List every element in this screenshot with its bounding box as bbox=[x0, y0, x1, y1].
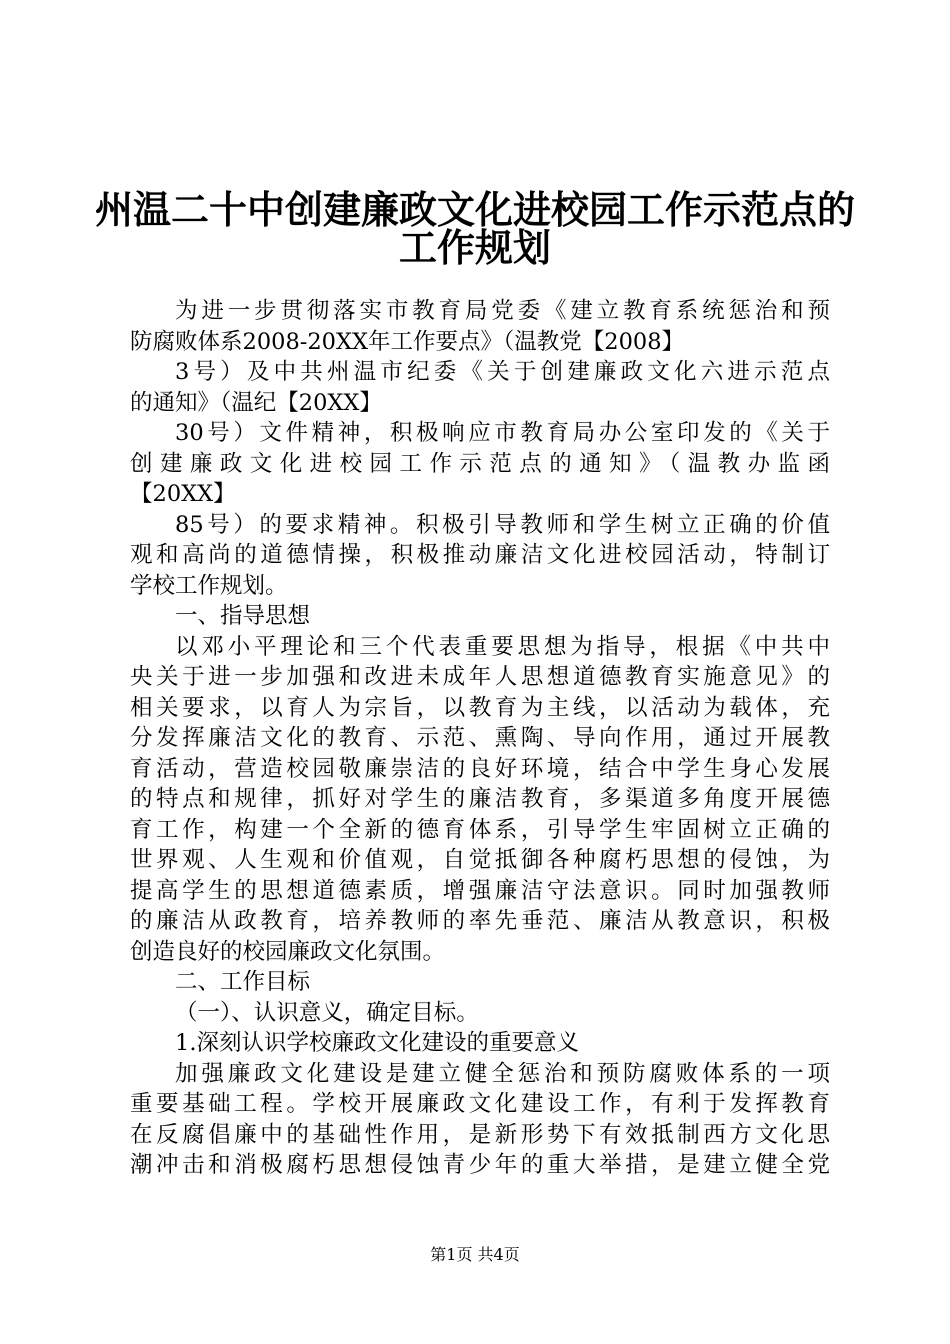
body-line: （一）、认识意义，确定目标。 bbox=[175, 999, 479, 1026]
body-line: 【20XX】 bbox=[130, 481, 236, 507]
body-line: 学校工作规划。 bbox=[130, 572, 288, 599]
page-footer: 第1页 共4页 bbox=[430, 1245, 520, 1264]
body-line: 重要基础工程。学校开展廉政文化建设工作，有利于发挥教育 bbox=[130, 1091, 830, 1117]
body-line: 一、指导思想 bbox=[175, 603, 311, 629]
body-line: 的特点和规律，抓好对学生的廉洁教育，多渠道多角度开展德 bbox=[130, 786, 830, 812]
body-line: 分发挥廉洁文化的教育、示范、熏陶、导向作用，通过开展教 bbox=[130, 725, 830, 751]
body-line: 二、工作目标 bbox=[175, 969, 311, 995]
body-line: 育活动，营造校园敬廉崇洁的良好环境，结合中学生身心发展 bbox=[130, 755, 830, 782]
body-line: 加强廉政文化建设是建立健全惩治和预防腐败体系的一项 bbox=[175, 1060, 830, 1087]
body-line: 育工作，构建一个全新的德育体系，引导学生牢固树立正确的 bbox=[130, 816, 830, 843]
document-title-line-1: 州温二十中创建廉政文化进校园工作示范点的 bbox=[94, 187, 855, 232]
body-line: 30号）文件精神，积极响应市教育局办公室印发的《关于 bbox=[175, 420, 830, 446]
body-line: 的通知》（温纪【20XX】 bbox=[130, 389, 382, 416]
body-line: 创造良好的校园廉政文化氛围。 bbox=[130, 938, 446, 965]
body-line: 相关要求，以育人为宗旨，以教育为主线，以活动为载体，充 bbox=[130, 694, 830, 721]
body-line: 为进一步贯彻落实市教育局党委《建立教育系统惩治和预 bbox=[175, 298, 830, 324]
body-line: 85号）的要求精神。积极引导教师和学生树立正确的价值 bbox=[175, 511, 830, 538]
body-line: 世界观、人生观和价值观，自觉抵御各种腐朽思想的侵蚀，为 bbox=[130, 847, 830, 873]
body-line: 创建廉政文化进校园工作示范点的通知》（温教办监函 bbox=[130, 450, 830, 477]
body-line: 观和高尚的道德情操，积极推动廉洁文化进校园活动，特制订 bbox=[130, 542, 830, 568]
body-line: 1.深刻认识学校廉政文化建设的重要意义 bbox=[175, 1030, 579, 1056]
body-line: 的廉洁从政教育，培养教师的率先垂范、廉洁从教意识，积极 bbox=[130, 908, 830, 934]
body-line: 央关于进一步加强和改进未成年人思想道德教育实施意见》的 bbox=[130, 664, 830, 690]
body-line: 在反腐倡廉中的基础性作用，是新形势下有效抵制西方文化思 bbox=[130, 1121, 830, 1148]
body-line: 3号）及中共州温市纪委《关于创建廉政文化六进示范点 bbox=[175, 359, 830, 385]
body-line: 防腐败体系2008-20XX年工作要点》（温教党【2008】 bbox=[130, 328, 685, 355]
body-line: 提高学生的思想道德素质，增强廉洁守法意识。同时加强教师 bbox=[130, 877, 830, 904]
body-line: 以邓小平理论和三个代表重要思想为指导，根据《中共中 bbox=[175, 633, 830, 660]
body-line: 潮冲击和消极腐朽思想侵蚀青少年的重大举措，是建立健全党 bbox=[130, 1152, 830, 1178]
document-title-line-2: 工作规划 bbox=[398, 225, 551, 270]
document-body bbox=[130, 296, 830, 1181]
